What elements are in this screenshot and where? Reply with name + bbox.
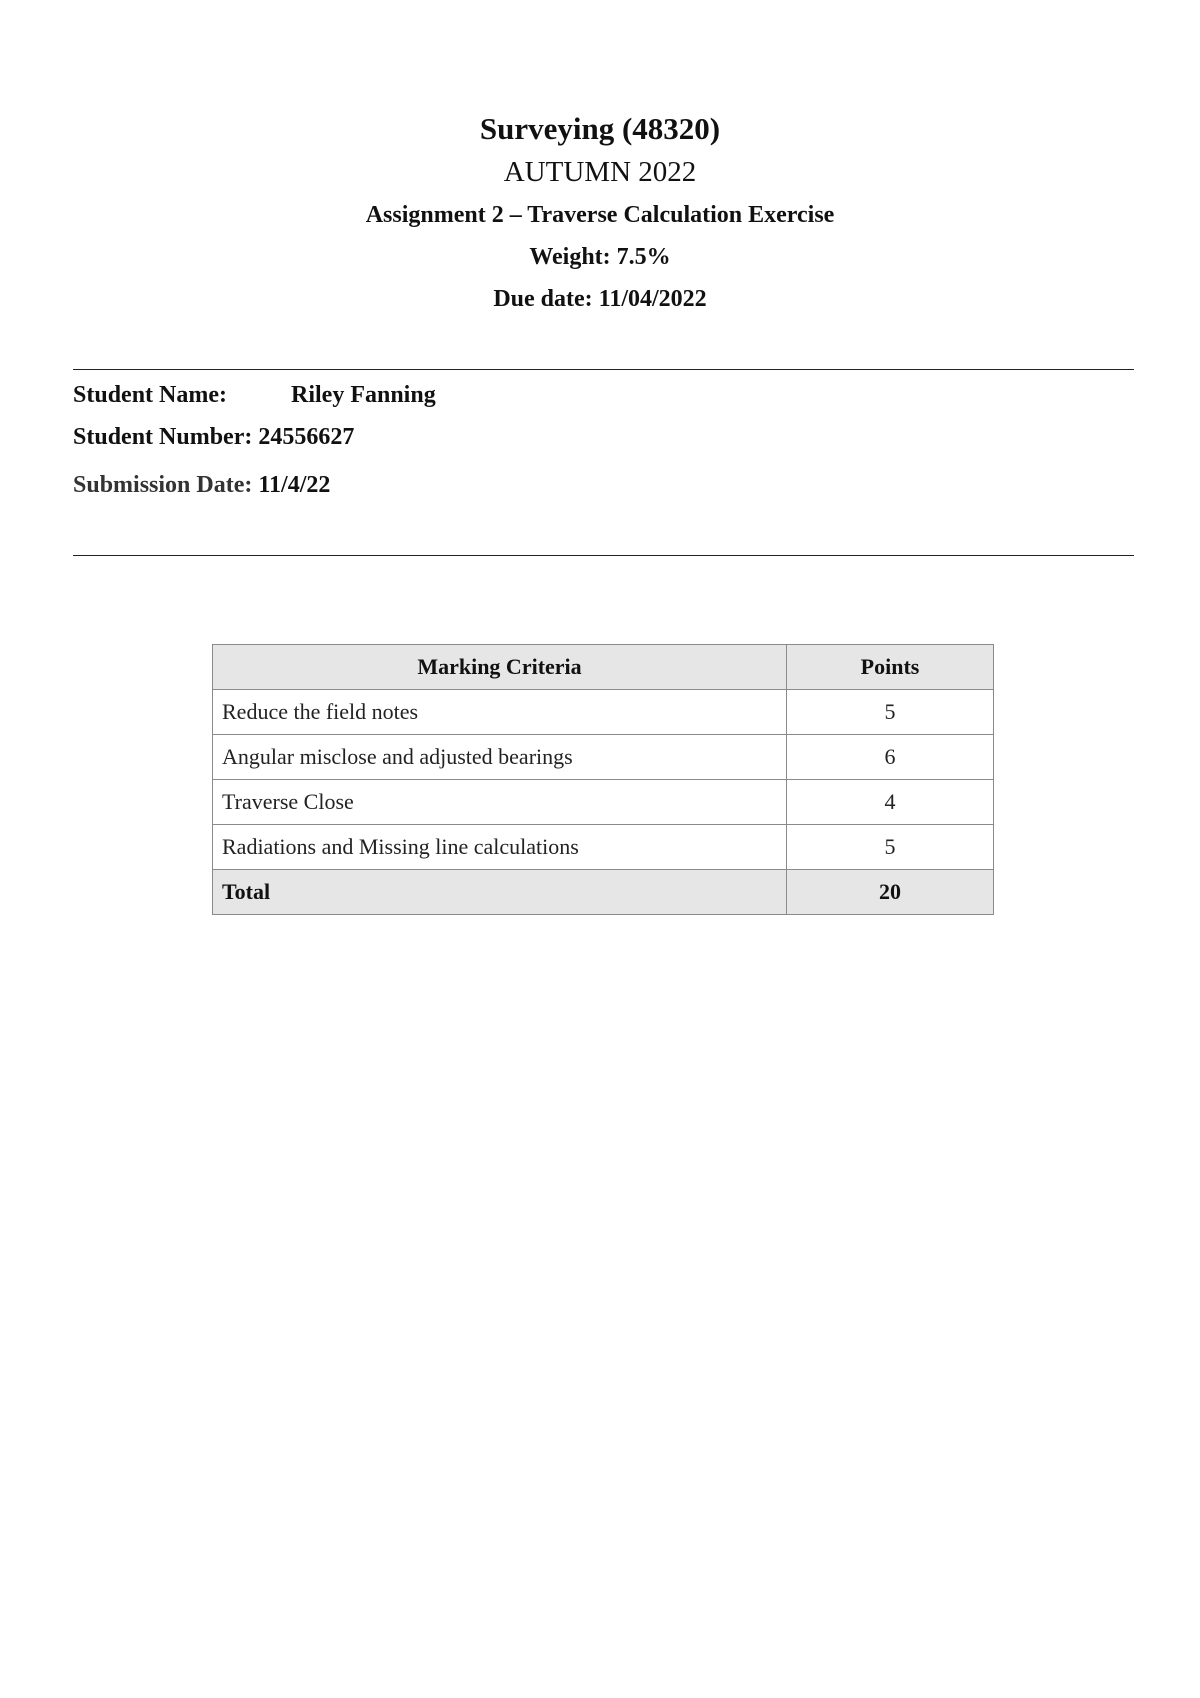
student-number-label: Student Number:	[73, 424, 253, 450]
table-row	[213, 735, 994, 780]
assignment-weight: Weight: 7.5%	[529, 244, 671, 270]
table-row	[213, 780, 994, 825]
document-header	[0, 110, 1200, 326]
header-marking-criteria: Marking Criteria	[213, 645, 787, 690]
header-points: Points	[787, 645, 994, 690]
criteria-cell: Reduce the field notes	[213, 690, 787, 735]
student-name-label: Student Name:	[73, 382, 227, 408]
term-heading: AUTUMN 2022	[503, 156, 697, 188]
due-date: Due date: 11/04/2022	[493, 286, 707, 312]
points-cell: 5	[787, 690, 994, 735]
student-details	[73, 382, 1073, 502]
divider-top	[73, 369, 1134, 370]
student-number-value: 24556627	[258, 424, 355, 450]
marking-criteria-table	[212, 644, 994, 915]
submission-date-value: 11/4/22	[258, 472, 331, 498]
submission-date-row	[73, 472, 1073, 502]
points-cell: 4	[787, 780, 994, 825]
total-label: Total	[213, 870, 787, 915]
table-row	[213, 690, 994, 735]
assignment-title: Assignment 2 – Traverse Calculation Exercise	[365, 202, 835, 228]
student-name-value: Riley Fanning	[291, 382, 436, 408]
points-cell: 6	[787, 735, 994, 780]
points-cell: 5	[787, 825, 994, 870]
divider-bottom	[73, 555, 1134, 556]
criteria-cell: Traverse Close	[213, 780, 787, 825]
course-title: Surveying (48320)	[479, 111, 721, 146]
table-row	[213, 825, 994, 870]
student-name-row	[73, 382, 1073, 412]
criteria-cell: Radiations and Missing line calculations	[213, 825, 787, 870]
total-points: 20	[787, 870, 994, 915]
student-number-row	[73, 424, 1073, 454]
submission-date-label: Submission Date:	[73, 472, 253, 498]
total-row	[213, 870, 994, 915]
criteria-cell: Angular misclose and adjusted bearings	[213, 735, 787, 780]
table-header-row	[213, 645, 994, 690]
